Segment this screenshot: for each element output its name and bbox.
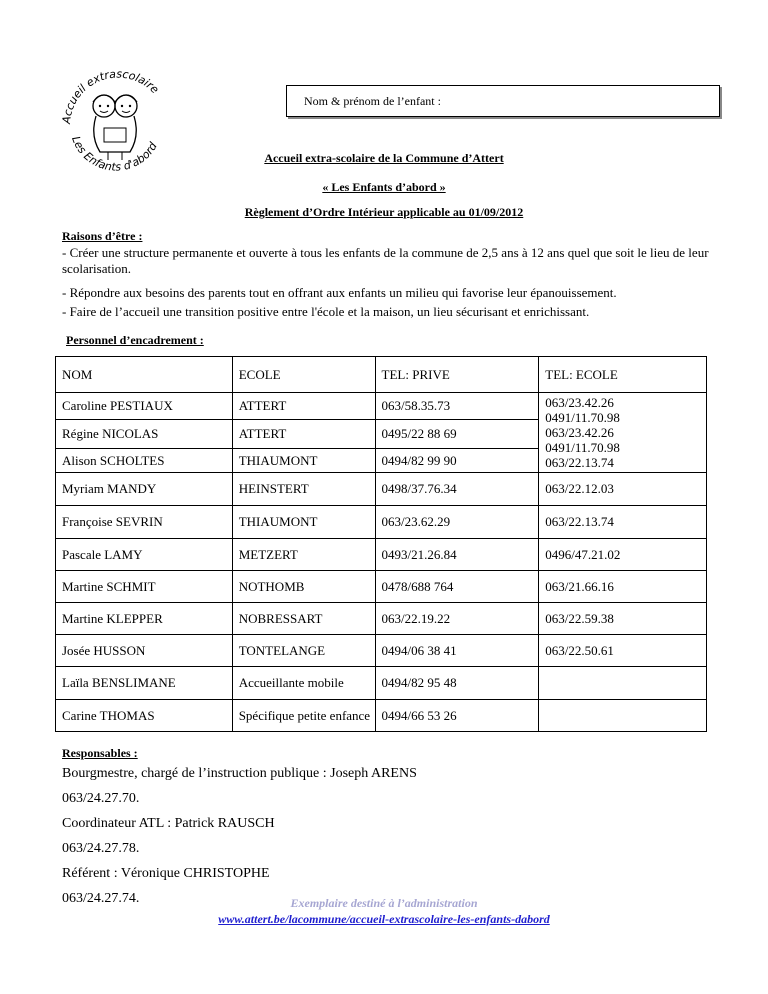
responsable-line: 063/24.27.70. bbox=[62, 791, 140, 806]
cell-ecole: THIAUMONT bbox=[232, 449, 375, 473]
cell-tel-ecole: 063/21.66.16 bbox=[539, 571, 707, 603]
cell-nom: Martine SCHMIT bbox=[56, 571, 233, 603]
cell-tel-prive: 063/23.62.29 bbox=[375, 506, 539, 539]
table-header-row bbox=[56, 357, 707, 393]
tel-line: 063/23.42.26 bbox=[545, 425, 614, 440]
cell-nom: Laïla BENSLIMANE bbox=[56, 667, 233, 700]
raisons-item-3: - Faire de l’accueil une transition positive entre l'école et la maison, un lieu sécurisant et enrichissant. bbox=[62, 304, 590, 319]
cell-nom: Pascale LAMY bbox=[56, 539, 233, 571]
cell-nom: Caroline PESTIAUX bbox=[56, 393, 233, 420]
cell-tel-prive: 0494/82 99 90 bbox=[375, 449, 539, 473]
tel-line: 0491/11.70.98 bbox=[545, 410, 620, 425]
tel-line: 0491/11.70.98 bbox=[545, 440, 620, 455]
cell-nom: Françoise SEVRIN bbox=[56, 506, 233, 539]
cell-ecole: Accueillante mobile bbox=[232, 667, 375, 700]
responsable-line: 063/24.27.74. bbox=[62, 891, 140, 906]
cell-tel-prive: 0494/82 95 48 bbox=[375, 667, 539, 700]
logo-top-text: Accueil extrascolaire bbox=[59, 67, 162, 125]
rules-title: Règlement d’Ordre Intérieur applicable au 01/09/2012 bbox=[244, 205, 524, 219]
header-cell: TEL: ECOLE bbox=[539, 357, 707, 393]
footer-note: Exemplaire destiné à l’administration bbox=[290, 896, 478, 910]
cell-ecole: Spécifique petite enfance bbox=[232, 700, 375, 732]
cell-ecole: HEINSTERT bbox=[232, 473, 375, 506]
cell-tel-ecole-merged bbox=[539, 393, 707, 473]
personnel-heading: Personnel d’encadrement : bbox=[66, 333, 204, 347]
table-row bbox=[56, 506, 707, 539]
responsables-heading: Responsables : bbox=[62, 746, 138, 760]
tel-line: 063/22.13.74 bbox=[545, 455, 614, 470]
responsable-line: Bourgmestre, chargé de l’instruction publique : Joseph ARENS bbox=[62, 766, 417, 781]
cell-tel-prive: 0494/66 53 26 bbox=[375, 700, 539, 732]
document-title: Accueil extra-scolaire de la Commune d’Attert bbox=[264, 151, 504, 165]
cell-tel-ecole: 0496/47.21.02 bbox=[539, 539, 707, 571]
cell-nom: Josée HUSSON bbox=[56, 635, 233, 667]
child-name-label: Nom & prénom de l’enfant : bbox=[304, 94, 441, 108]
header-cell: NOM bbox=[56, 357, 233, 393]
responsable-line: 063/24.27.78. bbox=[62, 841, 140, 856]
header-cell: TEL: PRIVE bbox=[375, 357, 539, 393]
table-row bbox=[56, 635, 707, 667]
table-row bbox=[56, 473, 707, 506]
child-name-field[interactable] bbox=[286, 85, 720, 117]
cell-ecole: THIAUMONT bbox=[232, 506, 375, 539]
table-row bbox=[56, 571, 707, 603]
cell-tel-prive: 0498/37.76.34 bbox=[375, 473, 539, 506]
cell-tel-ecole bbox=[539, 700, 707, 732]
table-row bbox=[56, 667, 707, 700]
responsable-line: Référent : Véronique CHRISTOPHE bbox=[62, 866, 270, 881]
table-row bbox=[56, 603, 707, 635]
cell-tel-prive: 0495/22 88 69 bbox=[375, 420, 539, 449]
cell-tel-prive: 0494/06 38 41 bbox=[375, 635, 539, 667]
cell-ecole: TONTELANGE bbox=[232, 635, 375, 667]
cell-ecole: NOBRESSART bbox=[232, 603, 375, 635]
raisons-heading: Raisons d’être : bbox=[62, 229, 143, 243]
cell-tel-prive: 0478/688 764 bbox=[375, 571, 539, 603]
cell-tel-ecole: 063/22.59.38 bbox=[539, 603, 707, 635]
raisons-item-2: - Répondre aux besoins des parents tout en offrant aux enfants un milieu qui favorise leur épanouissement. bbox=[62, 285, 617, 300]
document-subtitle: « Les Enfants d’abord » bbox=[322, 180, 446, 194]
cell-ecole: METZERT bbox=[232, 539, 375, 571]
table-row bbox=[56, 539, 707, 571]
cell-tel-prive: 063/22.19.22 bbox=[375, 603, 539, 635]
cell-tel-ecole: 063/22.12.03 bbox=[539, 473, 707, 506]
raisons-item-1: - Créer une structure permanente et ouverte à tous les enfants de la commune de 2,5 ans à 12 ans quel que soit le lieu de leur scolarisation. bbox=[62, 245, 709, 276]
logo-bottom-text: Les Enfants d'abord bbox=[69, 134, 160, 174]
responsable-line: Coordinateur ATL : Patrick RAUSCH bbox=[62, 816, 275, 831]
cell-ecole: ATTERT bbox=[232, 420, 375, 449]
cell-nom: Alison SCHOLTES bbox=[56, 449, 233, 473]
logo bbox=[52, 52, 180, 188]
footer-link[interactable]: www.attert.be/lacommune/accueil-extrascolaire-les-enfants-dabord bbox=[218, 912, 550, 926]
table-row bbox=[56, 393, 707, 420]
cell-tel-ecole: 063/22.50.61 bbox=[539, 635, 707, 667]
staff-table bbox=[55, 356, 707, 732]
table-row bbox=[56, 700, 707, 732]
cell-tel-prive: 0493/21.26.84 bbox=[375, 539, 539, 571]
tel-line: 063/23.42.26 bbox=[545, 395, 614, 410]
cell-tel-prive: 063/58.35.73 bbox=[375, 393, 539, 420]
cell-nom: Régine NICOLAS bbox=[56, 420, 233, 449]
cell-nom: Myriam MANDY bbox=[56, 473, 233, 506]
cell-nom: Carine THOMAS bbox=[56, 700, 233, 732]
logo-illustration bbox=[52, 52, 180, 188]
cell-nom: Martine KLEPPER bbox=[56, 603, 233, 635]
cell-tel-ecole: 063/22.13.74 bbox=[539, 506, 707, 539]
cell-ecole: ATTERT bbox=[232, 393, 375, 420]
header-cell: ECOLE bbox=[232, 357, 375, 393]
cell-tel-ecole bbox=[539, 667, 707, 700]
cell-ecole: NOTHOMB bbox=[232, 571, 375, 603]
